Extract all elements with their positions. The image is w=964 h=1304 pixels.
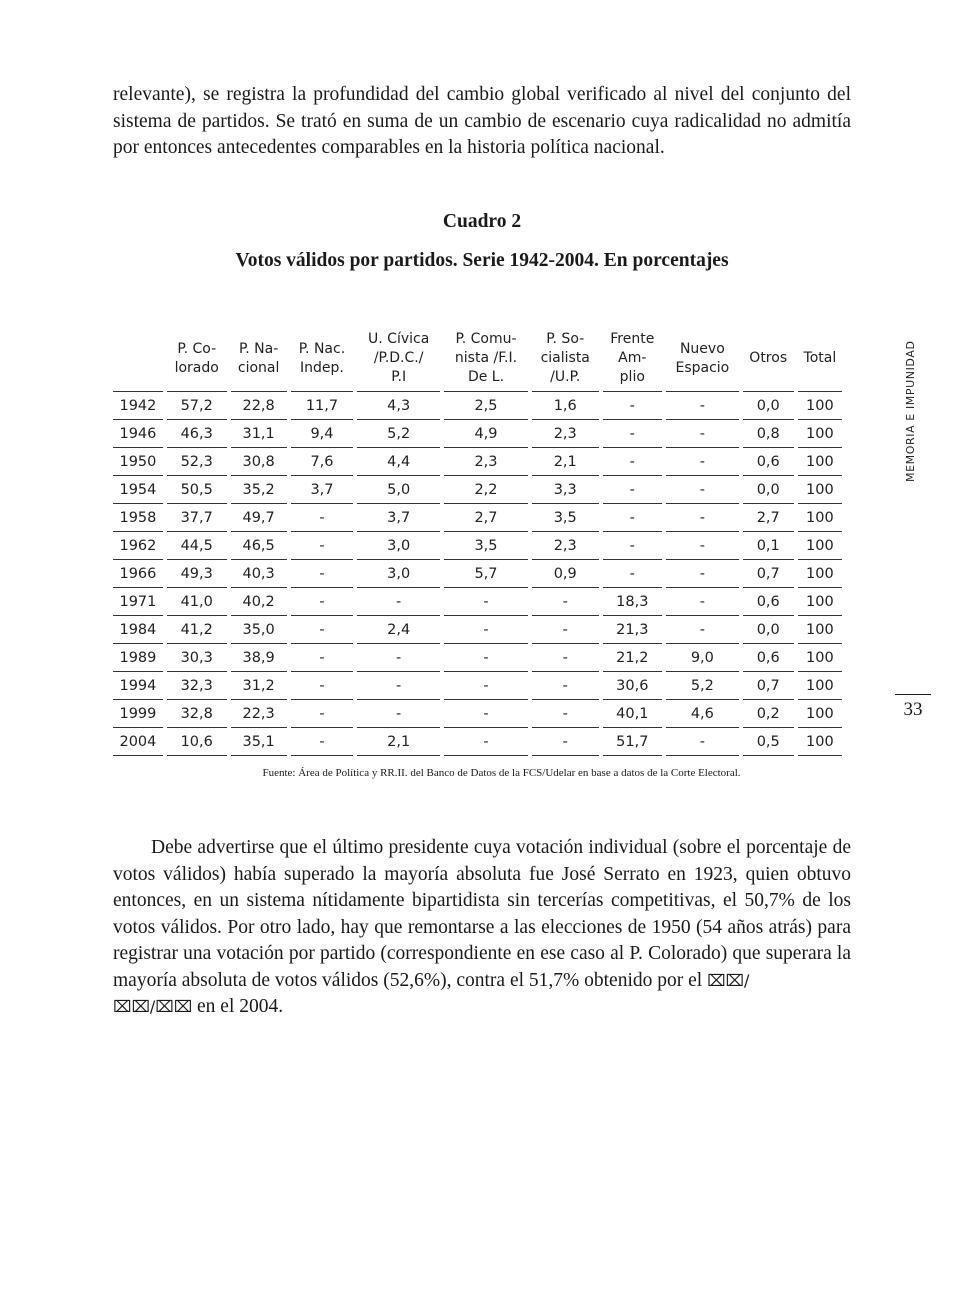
column-header: U. Cívica /P.D.C./ P.I <box>357 330 440 392</box>
table-cell: 41,2 <box>167 616 227 644</box>
table-cell: 100 <box>798 392 842 420</box>
table-row <box>113 476 842 504</box>
table-cell: 31,1 <box>231 420 287 448</box>
table-cell: 32,3 <box>167 672 227 700</box>
table-cell: 0,9 <box>532 560 599 588</box>
table-cell: - <box>666 476 739 504</box>
table-cell: 2,3 <box>444 448 528 476</box>
table-cell: - <box>291 504 354 532</box>
table-cell: 0,1 <box>743 532 794 560</box>
table-row <box>113 700 842 728</box>
table-cell: - <box>444 728 528 756</box>
column-header <box>113 330 163 392</box>
table-cell: - <box>666 588 739 616</box>
table-cell: 100 <box>798 700 842 728</box>
table-title: Cuadro 2 <box>442 211 522 232</box>
table-cell: - <box>357 672 440 700</box>
table-cell: 100 <box>798 420 842 448</box>
table-source-note: Fuente: Área de Política y RR.II. del Banco de Datos de la FCS/Udelar en base a datos de la Corte Electoral. <box>262 767 741 779</box>
table-cell: 4,4 <box>357 448 440 476</box>
table-cell: 22,3 <box>231 700 287 728</box>
table-cell: 49,7 <box>231 504 287 532</box>
table-cell: 50,5 <box>167 476 227 504</box>
table-cell: 46,3 <box>167 420 227 448</box>
table-cell: - <box>603 476 663 504</box>
table-subtitle: Votos válidos por partidos. Serie 1942-2004. En porcentajes <box>235 250 729 271</box>
column-header: P. Nac. Indep. <box>291 330 354 392</box>
table-cell: - <box>444 644 528 672</box>
year-cell: 1950 <box>113 448 163 476</box>
table-cell: 2,4 <box>357 616 440 644</box>
table-cell: 31,2 <box>231 672 287 700</box>
column-header: Otros <box>743 330 794 392</box>
table-cell: - <box>357 700 440 728</box>
table-cell: 3,0 <box>357 560 440 588</box>
table-cell: 35,0 <box>231 616 287 644</box>
table-row <box>113 420 842 448</box>
table-cell: 9,0 <box>666 644 739 672</box>
table-cell: - <box>532 616 599 644</box>
table-cell: - <box>444 616 528 644</box>
table-cell: - <box>666 532 739 560</box>
table-cell: - <box>666 420 739 448</box>
intro-paragraph: relevante), se registra la profundidad del cambio global verificado al nivel del conjunto del sistema de partidos. Se trató en suma de un cambio de escenario cuya radicalidad no admitía por entonces antecedentes comparables en la historia política nacional. <box>113 84 851 158</box>
year-cell: 1942 <box>113 392 163 420</box>
table-cell: 11,7 <box>291 392 354 420</box>
year-cell: 1954 <box>113 476 163 504</box>
table-cell: 2,2 <box>444 476 528 504</box>
table-cell: 46,5 <box>231 532 287 560</box>
table-cell: 21,3 <box>603 616 663 644</box>
table-cell: - <box>532 700 599 728</box>
year-cell: 1958 <box>113 504 163 532</box>
table-cell: - <box>603 420 663 448</box>
table-cell: 30,3 <box>167 644 227 672</box>
year-cell: 1971 <box>113 588 163 616</box>
year-cell: 1999 <box>113 700 163 728</box>
table-cell: 51,7 <box>603 728 663 756</box>
table-cell: 100 <box>798 616 842 644</box>
table-cell: - <box>666 504 739 532</box>
table-cell: 35,1 <box>231 728 287 756</box>
table-cell: 5,2 <box>357 420 440 448</box>
table-cell: 0,2 <box>743 700 794 728</box>
column-header: Frente Am- plio <box>603 330 663 392</box>
table-cell: 35,2 <box>231 476 287 504</box>
table-cell: 3,5 <box>444 532 528 560</box>
table-cell: 2,3 <box>532 420 599 448</box>
table-row <box>113 532 842 560</box>
table-cell: - <box>532 728 599 756</box>
table-cell: 44,5 <box>167 532 227 560</box>
table-cell: 0,0 <box>743 392 794 420</box>
table-cell: 100 <box>798 588 842 616</box>
table-cell: - <box>603 560 663 588</box>
table-cell: 3,3 <box>532 476 599 504</box>
table-cell: 0,0 <box>743 476 794 504</box>
table-cell: 3,7 <box>357 504 440 532</box>
table-body <box>113 392 842 756</box>
year-cell: 1966 <box>113 560 163 588</box>
table-row <box>113 728 842 756</box>
table-cell: 100 <box>798 504 842 532</box>
table-cell: 49,3 <box>167 560 227 588</box>
table-row <box>113 504 842 532</box>
table-cell: - <box>291 532 354 560</box>
table-cell: 40,1 <box>603 700 663 728</box>
table-row <box>113 644 842 672</box>
column-header: P. Co- lorado <box>167 330 227 392</box>
column-header: P. Na- cional <box>231 330 287 392</box>
year-cell: 1962 <box>113 532 163 560</box>
table-cell: 37,7 <box>167 504 227 532</box>
body-paragraph-tail: en el 2004. <box>192 996 284 1017</box>
table-cell: - <box>666 560 739 588</box>
year-cell: 1989 <box>113 644 163 672</box>
column-header: P. Comu- nista /F.I. De L. <box>444 330 528 392</box>
table-cell: 52,3 <box>167 448 227 476</box>
table-cell: 0,7 <box>743 672 794 700</box>
column-header: Total <box>798 330 842 392</box>
table-cell: 5,0 <box>357 476 440 504</box>
table-cell: 100 <box>798 476 842 504</box>
table-cell: - <box>666 448 739 476</box>
page-number-rule <box>895 694 931 695</box>
table-cell: - <box>444 700 528 728</box>
year-cell: 1994 <box>113 672 163 700</box>
table-cell: 2,1 <box>357 728 440 756</box>
table-cell: - <box>666 728 739 756</box>
table-cell: - <box>603 392 663 420</box>
table-cell: 0,6 <box>743 644 794 672</box>
year-cell: 1984 <box>113 616 163 644</box>
table-cell: 3,5 <box>532 504 599 532</box>
table-cell: - <box>357 588 440 616</box>
table-cell: - <box>532 672 599 700</box>
body-paragraph <box>113 835 851 1021</box>
table-row <box>113 588 842 616</box>
table-cell: - <box>444 672 528 700</box>
table-cell: 40,2 <box>231 588 287 616</box>
table-cell: 2,7 <box>444 504 528 532</box>
table-cell: - <box>532 588 599 616</box>
table-row <box>113 392 842 420</box>
table-cell: - <box>291 672 354 700</box>
table-cell: 5,7 <box>444 560 528 588</box>
table-cell: 2,5 <box>444 392 528 420</box>
table-cell: - <box>291 616 354 644</box>
table-cell: 0,5 <box>743 728 794 756</box>
table-cell: 2,3 <box>532 532 599 560</box>
table-cell: 40,3 <box>231 560 287 588</box>
table-cell: 30,8 <box>231 448 287 476</box>
table-cell: 5,2 <box>666 672 739 700</box>
table-cell: - <box>666 392 739 420</box>
body-paragraph-text: Debe advertirse que el último presidente cuya votación individual (sobre el porcentaje de votos válidos) había superado la mayoría absoluta fue José Serrato en 1923, quien obtuvo entonces, en un sistema nítidamente bipartidista sin tercerías competitivas, el 50,7% de los votos válidos. Por otro lado, hay que remontarse a las elecciones de 1950 (54 años atrás) para registrar una votación por partido (correspondiente en ese caso al P. Colorado) que superara la mayoría absoluta de votos válidos (52,6%), contra el 51,7% obtenido por el <box>113 837 851 991</box>
table-cell: 100 <box>798 560 842 588</box>
table-cell: - <box>532 644 599 672</box>
table-cell: 1,6 <box>532 392 599 420</box>
table-cell: 100 <box>798 728 842 756</box>
missing-glyph-text: ⌧⌧/ ⌧⌧/⌧⌧ <box>113 970 750 1016</box>
table-cell: 100 <box>798 644 842 672</box>
table-cell: 57,2 <box>167 392 227 420</box>
table-row <box>113 672 842 700</box>
table-cell: 100 <box>798 672 842 700</box>
table-header-row <box>113 330 842 392</box>
table-cell: - <box>603 504 663 532</box>
table-cell: - <box>444 588 528 616</box>
running-head: MEMORIA E IMPUNIDAD <box>904 340 917 482</box>
table-cell: 3,0 <box>357 532 440 560</box>
table-cell: 0,7 <box>743 560 794 588</box>
table-cell: 100 <box>798 448 842 476</box>
table-cell: 0,8 <box>743 420 794 448</box>
votes-table <box>109 330 846 756</box>
table-cell: - <box>291 560 354 588</box>
table-cell: - <box>291 588 354 616</box>
table-cell: 4,9 <box>444 420 528 448</box>
table-cell: 9,4 <box>291 420 354 448</box>
table-cell: 0,6 <box>743 448 794 476</box>
table-cell: - <box>666 616 739 644</box>
table-cell: 2,1 <box>532 448 599 476</box>
table-cell: 21,2 <box>603 644 663 672</box>
table-cell: - <box>291 644 354 672</box>
table-cell: 41,0 <box>167 588 227 616</box>
table-cell: 0,6 <box>743 588 794 616</box>
table-row <box>113 448 842 476</box>
table-cell: 4,3 <box>357 392 440 420</box>
table-cell: - <box>357 644 440 672</box>
table-cell: - <box>603 448 663 476</box>
table-cell: - <box>291 728 354 756</box>
table-cell: 0,0 <box>743 616 794 644</box>
table-cell: 2,7 <box>743 504 794 532</box>
table-cell: 7,6 <box>291 448 354 476</box>
table-cell: 32,8 <box>167 700 227 728</box>
table-cell: 100 <box>798 532 842 560</box>
table-cell: 3,7 <box>291 476 354 504</box>
year-cell: 2004 <box>113 728 163 756</box>
year-cell: 1946 <box>113 420 163 448</box>
table-cell: 22,8 <box>231 392 287 420</box>
page-number: 33 <box>903 699 923 720</box>
table-row <box>113 560 842 588</box>
table-cell: - <box>603 532 663 560</box>
column-header: P. So- cialista /U.P. <box>532 330 599 392</box>
table-cell: 38,9 <box>231 644 287 672</box>
table-cell: - <box>291 700 354 728</box>
table-cell: 10,6 <box>167 728 227 756</box>
table-cell: 18,3 <box>603 588 663 616</box>
table-cell: 4,6 <box>666 700 739 728</box>
column-header: Nuevo Espacio <box>666 330 739 392</box>
table-cell: 30,6 <box>603 672 663 700</box>
table-row <box>113 616 842 644</box>
